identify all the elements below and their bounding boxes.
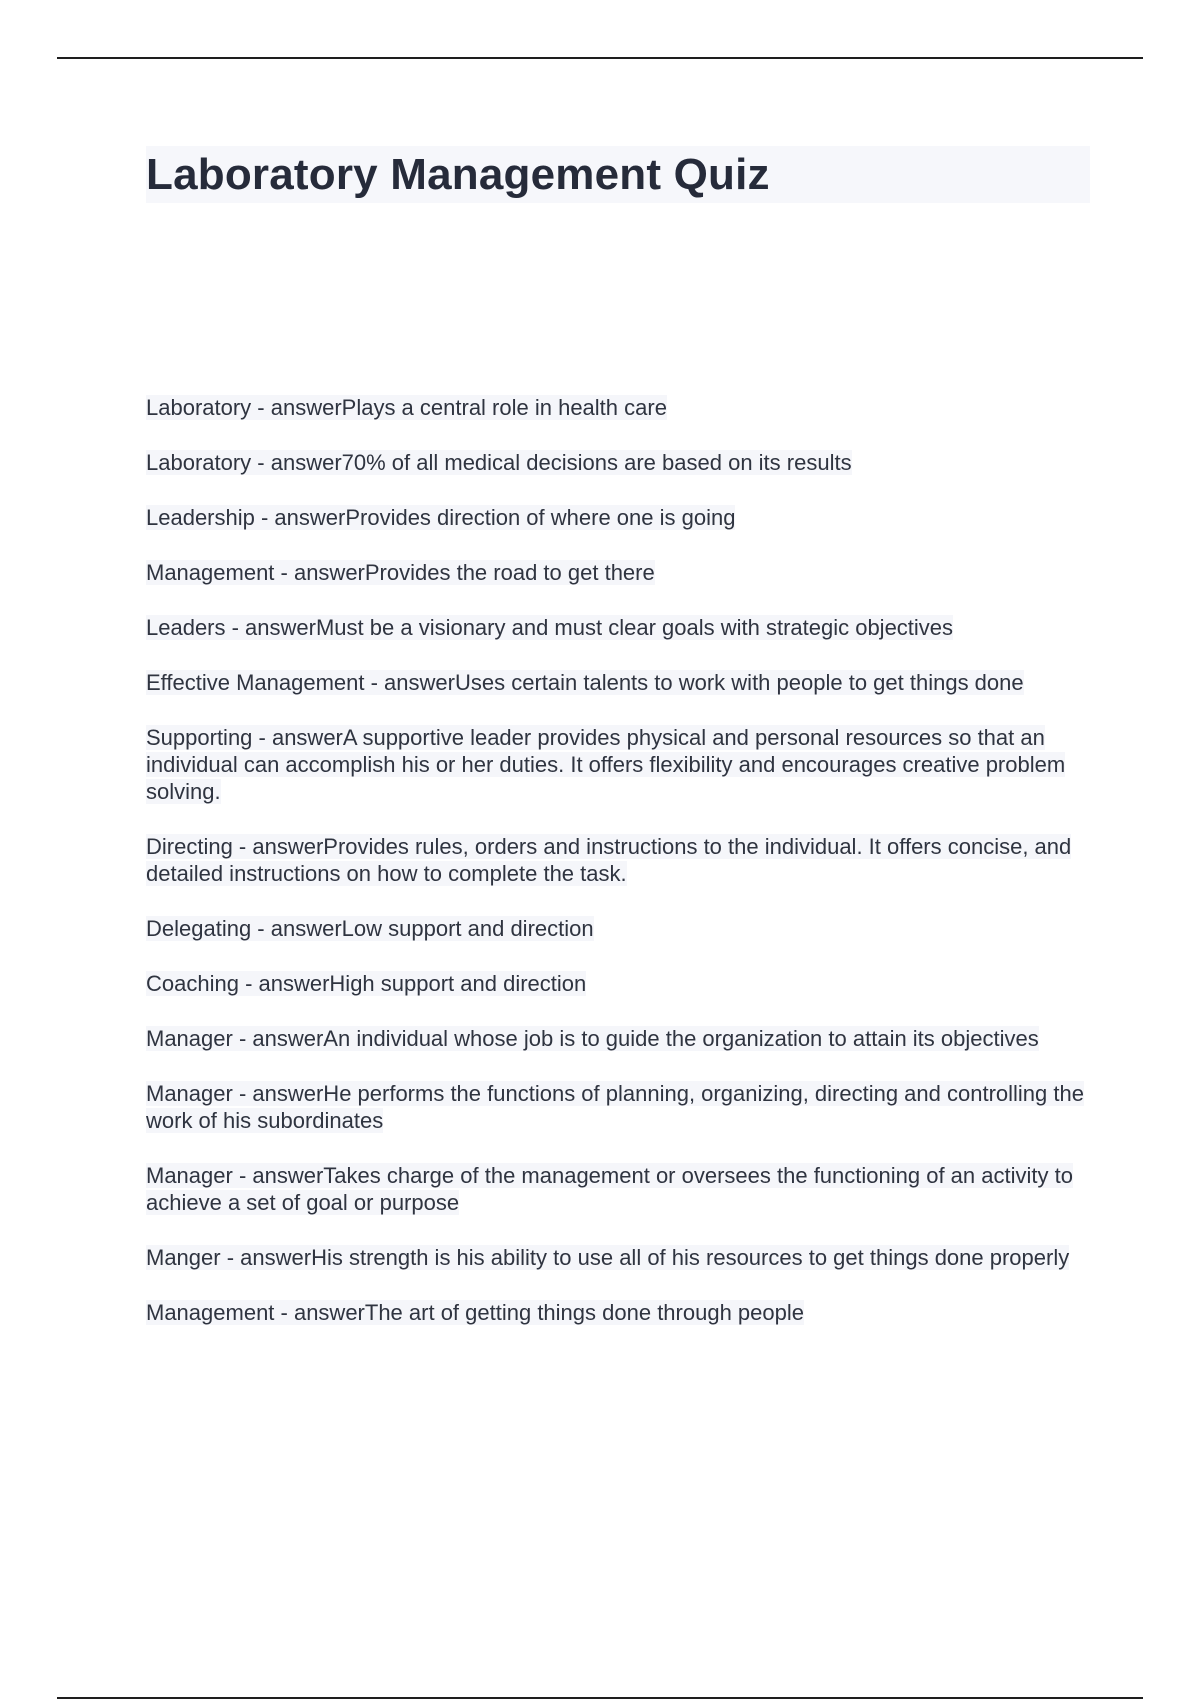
quiz-entry xyxy=(146,394,1090,421)
quiz-entry xyxy=(146,724,1090,805)
quiz-entry-text: Laboratory - answerPlays a central role in health care xyxy=(146,395,667,420)
quiz-entry xyxy=(146,614,1090,641)
quiz-entry-text: Management - answerThe art of getting things done through people xyxy=(146,1300,804,1325)
quiz-entry xyxy=(146,970,1090,997)
document-title: Laboratory Management Quiz xyxy=(146,150,770,199)
quiz-entry-text: Directing - answerProvides rules, orders and instructions to the individual. It offers concise, and detailed instructions on how to complete the task. xyxy=(146,834,1072,886)
quiz-entry xyxy=(146,559,1090,586)
quiz-entry-text: Coaching - answerHigh support and direction xyxy=(146,971,587,996)
quiz-entry xyxy=(146,449,1090,476)
quiz-entry xyxy=(146,504,1090,531)
quiz-entry xyxy=(146,833,1090,887)
quiz-entry-text: Manager - answerAn individual whose job is to guide the organization to attain its objectives xyxy=(146,1026,1039,1051)
top-rule xyxy=(57,57,1143,59)
quiz-entry-text: Delegating - answerLow support and direction xyxy=(146,916,594,941)
title-block xyxy=(146,146,1090,203)
quiz-entry xyxy=(146,915,1090,942)
quiz-entry-text: Supporting - answerA supportive leader provides physical and personal resources so that an individual can accomplish his or her duties. It offers flexibility and encourages creative problem solving. xyxy=(146,725,1066,804)
quiz-entry-text: Manger - answerHis strength is his ability to use all of his resources to get things done properly xyxy=(146,1245,1070,1270)
bottom-rule xyxy=(57,1697,1143,1699)
quiz-entry-text: Leadership - answerProvides direction of where one is going xyxy=(146,505,736,530)
quiz-entries xyxy=(146,394,1090,1354)
quiz-entry xyxy=(146,669,1090,696)
quiz-entry xyxy=(146,1162,1090,1216)
quiz-entry xyxy=(146,1299,1090,1326)
quiz-entry-text: Management - answerProvides the road to get there xyxy=(146,560,655,585)
quiz-entry-text: Effective Management - answerUses certain talents to work with people to get things done xyxy=(146,670,1024,695)
quiz-entry xyxy=(146,1244,1090,1271)
quiz-entry xyxy=(146,1025,1090,1052)
quiz-entry-text: Laboratory - answer70% of all medical decisions are based on its results xyxy=(146,450,852,475)
quiz-entry xyxy=(146,1080,1090,1134)
quiz-entry-text: Manager - answerTakes charge of the management or oversees the functioning of an activity to achieve a set of goal or purpose xyxy=(146,1163,1073,1215)
quiz-entry-text: Manager - answerHe performs the functions of planning, organizing, directing and controlling the work of his subordinates xyxy=(146,1081,1084,1133)
quiz-entry-text: Leaders - answerMust be a visionary and must clear goals with strategic objectives xyxy=(146,615,954,640)
